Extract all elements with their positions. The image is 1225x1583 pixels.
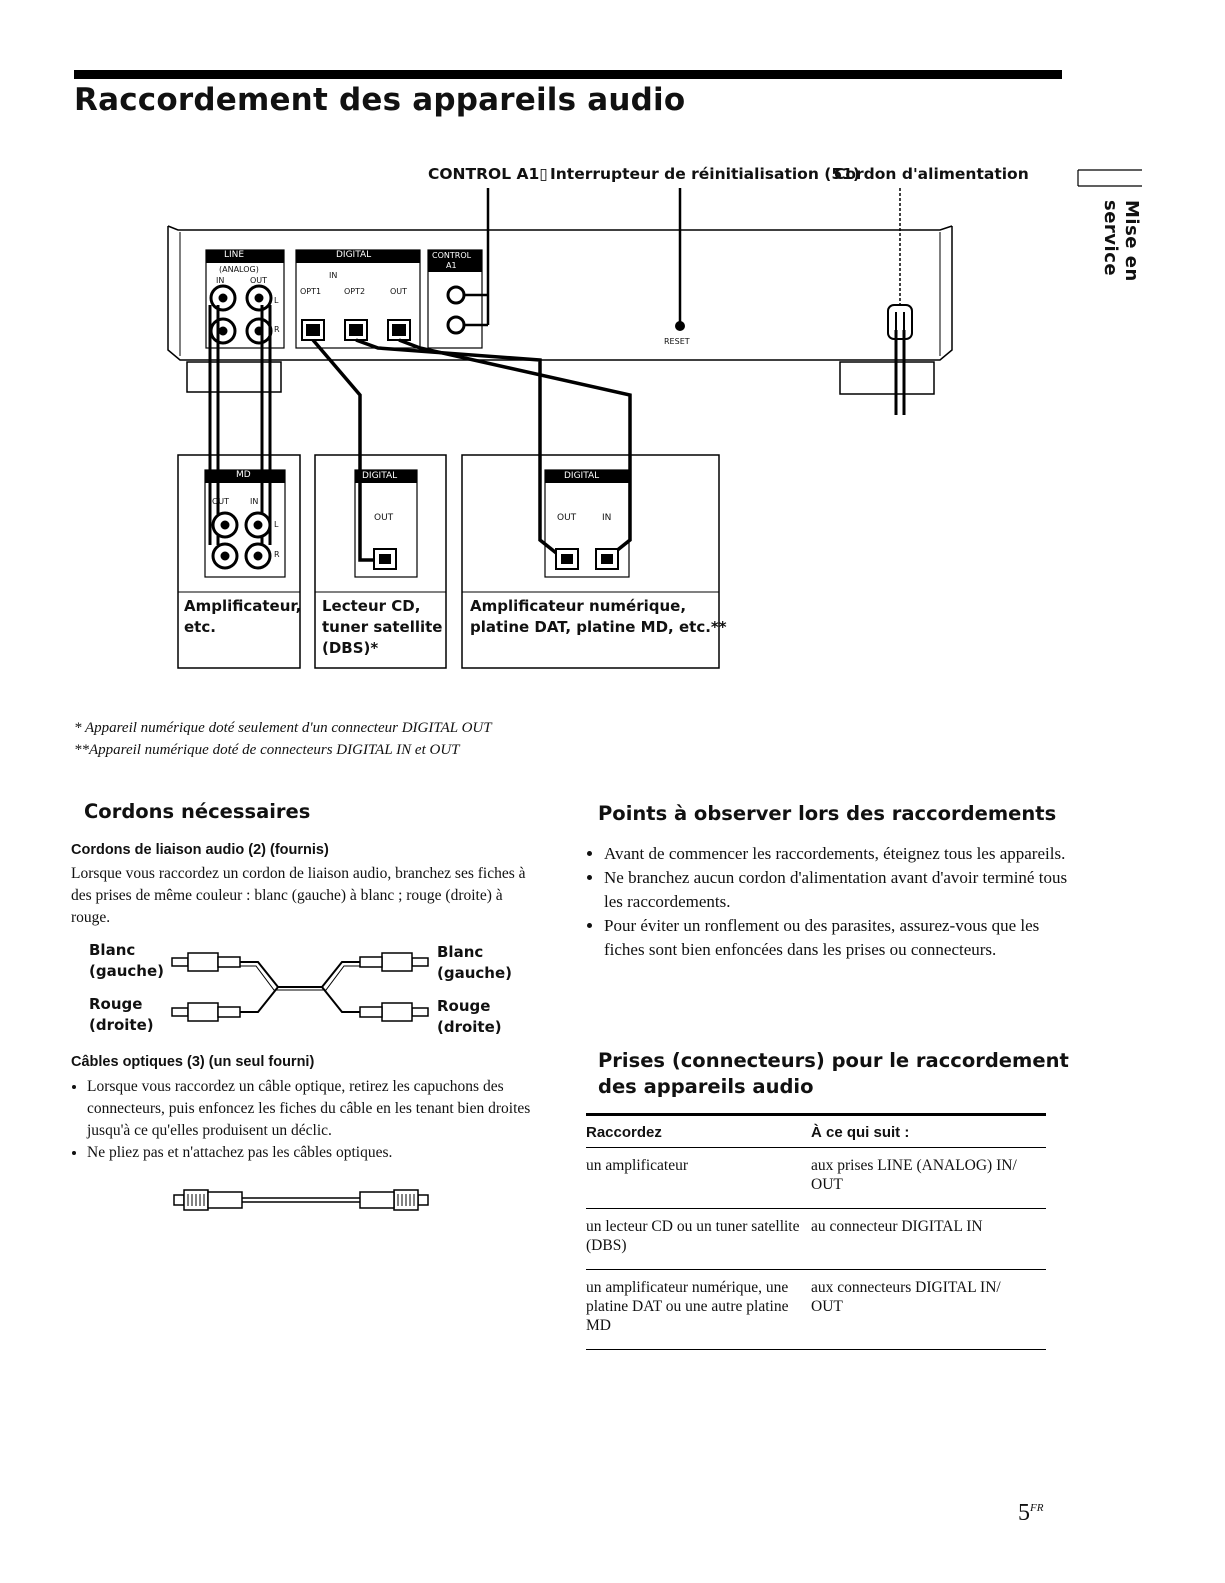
analog-label: (ANALOG) bbox=[219, 265, 259, 274]
footnote-single: * Appareil numérique doté seulement d'un connecteur DIGITAL OUT bbox=[74, 720, 492, 736]
list-item: • Ne branchez aucun cordon d'alimentation avant d'avoir terminé tous les raccordements. bbox=[604, 866, 1074, 914]
cords-heading: Cordons nécessaires bbox=[84, 800, 311, 823]
connection-diagram bbox=[0, 0, 1225, 700]
points-list bbox=[588, 842, 1074, 962]
control-sub-label: A1 bbox=[446, 261, 457, 270]
line-out-label: OUT bbox=[250, 276, 268, 285]
audio-cords-text: Lorsque vous raccordez un cordon de liaison audio, branchez ses fiches à des prises de même couleur : blanc (gauche) à blanc ; rouge (droite) à rouge. bbox=[71, 865, 526, 926]
digital-out-label: OUT bbox=[390, 287, 408, 296]
audio-cord-illustration bbox=[168, 945, 432, 1030]
optical-cables-heading: Câbles optiques (3) (un seul fourni) bbox=[71, 1054, 315, 1070]
dig-digital-label: DIGITAL bbox=[564, 471, 600, 481]
table-cell: aux prises LINE (ANALOG) IN/ OUT bbox=[811, 1148, 1046, 1209]
table-cell: au connecteur DIGITAL IN bbox=[811, 1209, 1046, 1270]
cd-out-label: OUT bbox=[374, 513, 394, 523]
table-cell: un amplificateur numérique, une platine DAT ou une autre platine MD bbox=[586, 1270, 811, 1350]
digital-amp-name: Amplificateur numérique, platine DAT, platine MD, etc.** bbox=[470, 597, 727, 636]
md-out-label: OUT bbox=[212, 497, 230, 506]
list-item: • Ne pliez pas et n'attachez pas les câbles optiques. bbox=[87, 1142, 552, 1164]
dig-in-label: IN bbox=[602, 513, 612, 523]
label-rouge-right: Rouge (droite) bbox=[437, 997, 502, 1036]
md-l-label: L bbox=[274, 520, 279, 529]
list-item: • Avant de commencer les raccordements, éteignez tous les appareils. bbox=[604, 842, 1074, 866]
col-header-raccordez: Raccordez bbox=[586, 1115, 811, 1148]
side-tab-label: Mise en service bbox=[1100, 200, 1142, 282]
table-row bbox=[586, 1270, 1046, 1350]
reset-label: RESET bbox=[664, 337, 690, 346]
list-item: • Pour éviter un ronflement ou des parasites, assurez-vous que les fiches sont bien enfoncées dans les prises ou connecteurs. bbox=[604, 914, 1074, 962]
label-rouge-left: Rouge (droite) bbox=[89, 995, 154, 1034]
label-blanc-right: Blanc (gauche) bbox=[437, 943, 512, 982]
optical-cable-illustration bbox=[172, 1186, 432, 1216]
line-l-label: L bbox=[274, 296, 279, 305]
amp-name: Amplificateur, etc. bbox=[184, 597, 302, 636]
page-title: Raccordement des appareils audio bbox=[74, 82, 686, 118]
line-in-label: IN bbox=[216, 276, 225, 285]
audio-cords-heading: Cordons de liaison audio (2) (fournis) bbox=[71, 842, 329, 858]
footnote-double: **Appareil numérique doté de connecteurs DIGITAL IN et OUT bbox=[74, 742, 460, 758]
callout-reset-switch: Interrupteur de réinitialisation (51) bbox=[550, 165, 860, 183]
cd-name: Lecteur CD, tuner satellite (DBS)* bbox=[322, 597, 443, 657]
digital-panel-label: DIGITAL bbox=[336, 250, 372, 260]
page-number: $5^{FR}$ bbox=[1018, 1500, 1044, 1526]
optical-cables-list bbox=[71, 1076, 552, 1164]
table-row bbox=[586, 1209, 1046, 1270]
jacks-table bbox=[586, 1113, 1046, 1350]
label-blanc-left: Blanc (gauche) bbox=[89, 941, 164, 980]
points-heading: Points à observer lors des raccordements bbox=[598, 802, 1057, 825]
dig-out-label: OUT bbox=[557, 513, 577, 523]
table-cell: un lecteur CD ou un tuner satellite (DBS) bbox=[586, 1209, 811, 1270]
list-item: • Lorsque vous raccordez un câble optique, retirez les capuchons des connecteurs, puis enfoncez les fiches du câble en les tenant bien droites jusqu'à ce qu'elles produisent un déclic. bbox=[87, 1076, 552, 1142]
control-panel-label: CONTROL bbox=[432, 251, 472, 260]
table-row bbox=[586, 1148, 1046, 1209]
md-in-label: IN bbox=[250, 497, 259, 506]
digital-in-label: IN bbox=[329, 271, 338, 280]
callout-control: CONTROL A1▯ bbox=[428, 165, 548, 183]
table-cell: aux connecteurs DIGITAL IN/ OUT bbox=[811, 1270, 1046, 1350]
table-cell: un amplificateur bbox=[586, 1148, 811, 1209]
opt1-label: OPT1 bbox=[300, 287, 322, 296]
table-header-row bbox=[586, 1115, 1046, 1148]
jacks-heading: Prises (connecteurs) pour le raccordement des appareils audio bbox=[598, 1049, 1069, 1098]
cd-digital-label: DIGITAL bbox=[362, 471, 398, 481]
col-header-a-ce-qui-suit: À ce qui suit : bbox=[811, 1115, 1046, 1148]
line-label: LINE bbox=[224, 250, 245, 260]
callout-power-cord: Cordon d'alimentation bbox=[834, 165, 1029, 183]
line-r-label: R bbox=[274, 325, 280, 334]
opt2-label: OPT2 bbox=[344, 287, 366, 296]
md-r-label: R bbox=[274, 550, 280, 559]
md-label: MD bbox=[236, 470, 251, 480]
